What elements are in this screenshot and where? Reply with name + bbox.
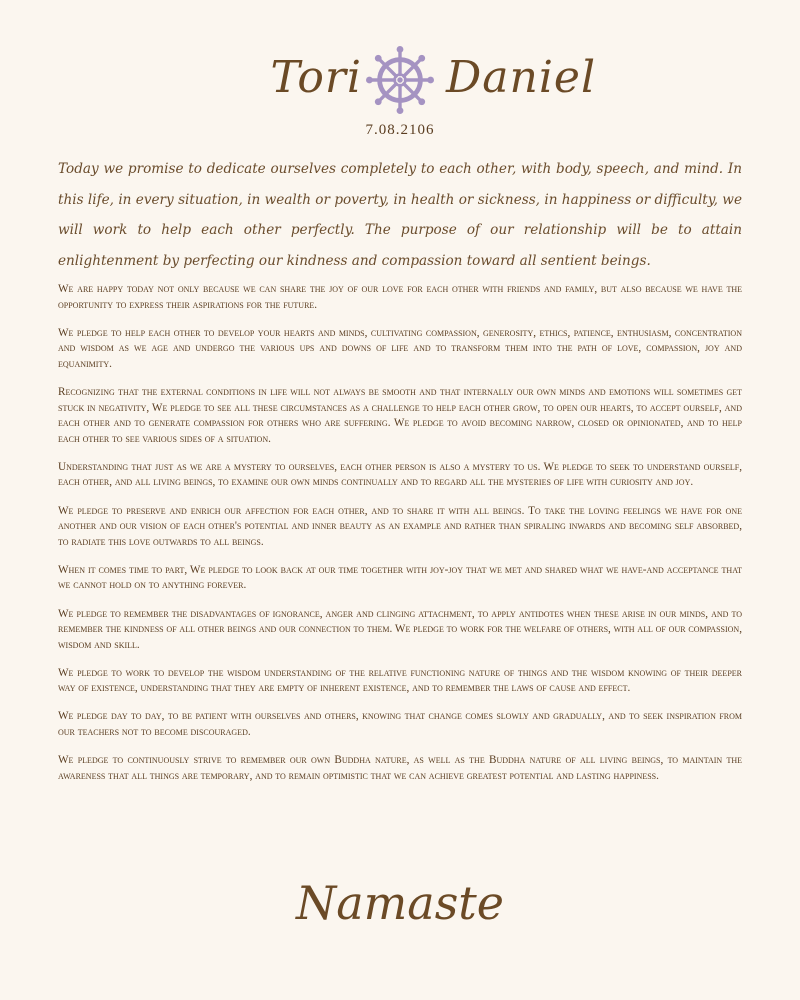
vow-paragraph: We pledge to continuously strive to remember our own Buddha nature, as well as the Buddha nature of all living beings, to maintain the awareness that all things are temporary, and to remain optimistic that we can achieve greatest potential and lasting happiness. xyxy=(58,754,742,782)
vow-paragraph: We pledge day to day, to be patient with ourselves and others, knowing that change comes slowly and gradually, and to seek inspiration from our teachers not to become discouraged. xyxy=(58,710,742,739)
vow-paragraph: When it comes time to part, We pledge to look back at our time together with joy-joy that we met and shared what we have-and acceptance that we cannot hold on to anything forever. xyxy=(58,563,742,592)
vow-paragraph: Recognizing that the external conditions in life will not always be smooth and that internally our own minds and emotions will sometimes get stuck in negativity, We pledge to see all these circumstances as a challenge to help each other grow, to open our hearts, to accept ourself, and each other and to generate compassion for others who are suffering. We pledge to avoid becoming narrow, closed or opinionated, and to help each other to see various sides of a situation. xyxy=(58,385,742,445)
name-left: Tori xyxy=(270,52,362,103)
vow-paragraph: We are happy today not only because we can share the joy of our love for each other with friends and family, but also because we have the opportunity to express their aspirations for the future. xyxy=(58,283,742,311)
vow-paragraph: We pledge to preserve and enrich our affection for each other, and to share it with all beings. To take the loving feelings we have for one another and our vision of each other's potential and inner beauty as an example and rather than spiraling inwards and becoming self absorbed, to radiate this love outwards to all beings. xyxy=(58,504,742,548)
name-right: Daniel xyxy=(446,52,597,103)
closing-signature: Namaste xyxy=(295,876,505,930)
vow-paragraph: We pledge to work to develop the wisdom understanding of the relative functioning nature of things and the wisdom knowing of their deeper way of existence, understanding that they are empty of inherent existence, and to remember the laws of cause and effect. xyxy=(58,666,742,695)
vows-body xyxy=(58,282,742,797)
intro-paragraph: Today we promise to dedicate ourselves completely to each other, with body, speech, and mind. In this life, in every situation, in wealth or poverty, in health or sickness, in happiness or difficulty, we will work to help each other perfectly. The purpose of our relationship will be to attain enlightenment by perfecting our kindness and compassion toward all sentient beings. xyxy=(58,161,742,269)
header xyxy=(0,38,800,138)
wedding-date: 7.08.2106 xyxy=(365,122,435,138)
vow-paragraph: We pledge to help each other to develop your hearts and minds, cultivating compassion, generosity, ethics, patience, enthusiasm, concentration and wisdom as we age and undergo the various ups and downs of life and to transform them into the path of love, compassion, joy and equanimity. xyxy=(58,326,742,370)
vow-paragraph: Understanding that just as we are a mystery to ourselves, each other person is also a mystery to us. We pledge to seek to understand ourself, each other, and all living beings, to examine our own minds continually and to regard all the mysteries of life with curiosity and joy. xyxy=(58,460,742,489)
vow-paragraph: We pledge to remember the disadvantages of ignorance, anger and clinging attachment, to apply antidotes when these arise in our minds, and to remember the kindness of all other beings and our connection to them. We pledge to work for the welfare of others, with all of our compassion, wisdom and skill. xyxy=(58,607,742,651)
dharma-wheel-icon xyxy=(366,46,434,114)
